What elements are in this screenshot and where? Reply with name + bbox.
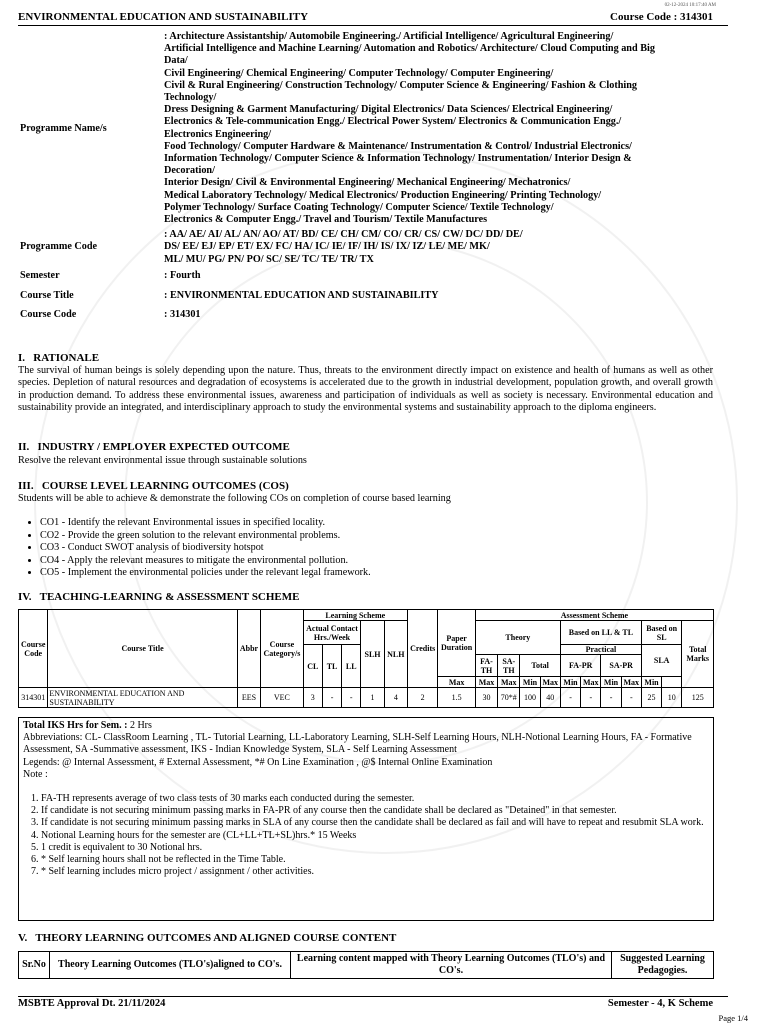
theory-outcomes-table bbox=[18, 951, 714, 979]
programme-code-line: : AA/ AE/ AI/ AL/ AN/ AO/ AT/ BD/ CE/ CH/ CM/ CO/ CR/ CS/ CW/ DC/ DD/ DE/ bbox=[164, 229, 523, 241]
th-max: Max bbox=[581, 677, 601, 688]
table-cell: 30 bbox=[475, 688, 497, 708]
th-abbr: Abbr bbox=[237, 610, 260, 688]
table-cell: EES bbox=[237, 688, 260, 708]
programme-name-line: Decoration/ bbox=[164, 165, 215, 177]
co-item: • CO3 - Conduct SWOT analysis of biodiversity hotspot bbox=[40, 542, 740, 555]
course-code-label: Course Code bbox=[20, 308, 77, 320]
industry-heading: II. INDUSTRY / EMPLOYER EXPECTED OUTCOME bbox=[18, 441, 290, 453]
th-course-title: Course Title bbox=[48, 610, 237, 688]
cos-heading: III. COURSE LEVEL LEARNING OUTCOMES (COS) bbox=[18, 480, 289, 492]
programme-code-value bbox=[162, 226, 728, 266]
th-based-on-ll-tl: Based on LL & TL bbox=[560, 621, 641, 645]
programme-code-row bbox=[18, 226, 728, 266]
th-sa-pr: SA-PR bbox=[601, 655, 642, 677]
notes-list bbox=[23, 793, 709, 878]
th-actual-contact: Actual Contact Hrs./Week bbox=[303, 621, 361, 645]
table-cell: 2 bbox=[407, 688, 437, 708]
table-row bbox=[19, 688, 714, 708]
table-cell: - bbox=[342, 688, 361, 708]
th-paper-duration: Paper Duration bbox=[438, 610, 475, 677]
course-title-row bbox=[18, 286, 728, 306]
page-number: Page 1/4 bbox=[718, 1013, 748, 1023]
table-cell: 100 bbox=[520, 688, 540, 708]
programme-name-line: Civil Engineering/ Chemical Engineering/ Computer Technology/ Computer Engineering/ bbox=[164, 67, 554, 79]
th-sr-no: Sr.No bbox=[19, 952, 50, 979]
table-cell: 4 bbox=[384, 688, 407, 708]
th-min: Min bbox=[560, 677, 580, 688]
note-label: Note : bbox=[23, 768, 48, 780]
header-course-code: Course Code : 314301 bbox=[610, 11, 713, 23]
note-item: 5. 1 credit is equivalent to 30 Notional hrs. bbox=[41, 842, 709, 854]
table-cell: - bbox=[621, 688, 641, 708]
th-pedagogies: Suggested Learning Pedagogies. bbox=[612, 952, 714, 979]
th-credits: Credits bbox=[407, 610, 437, 688]
programme-name-line: Data/ bbox=[164, 55, 188, 67]
co-item: • CO5 - Implement the environmental policies under the relevant legal framework. bbox=[40, 567, 740, 580]
cos-intro: Students will be able to achieve & demonstrate the following COs on completion of course based learning bbox=[18, 493, 451, 504]
th-cl: CL bbox=[303, 645, 322, 688]
table-cell: 70*# bbox=[498, 688, 520, 708]
programme-name-line: Information Technology/ Computer Science & Information Technology/ Instrumentation/ Interior Design & bbox=[164, 153, 632, 165]
th-slh: SLH bbox=[361, 621, 384, 688]
header-rule bbox=[18, 25, 728, 26]
th-nlh: NLH bbox=[384, 621, 407, 688]
programme-code-line: ML/ MU/ PG/ PN/ PO/ SC/ SE/ TC/ TE/ TR/ TX bbox=[164, 253, 374, 265]
programme-name-line: Artificial Intelligence and Machine Learning/ Automation and Robotics/ Architecture/ Cloud Computing and Big bbox=[164, 43, 655, 55]
table-cell: - bbox=[581, 688, 601, 708]
th-tlo: Theory Learning Outcomes (TLO's)aligned to CO's. bbox=[50, 952, 291, 979]
table-cell: 40 bbox=[540, 688, 560, 708]
programme-name-line: : Architecture Assistantship/ Automobile Engineering./ Artificial Intelligence/ Agricultural Engineering/ bbox=[164, 31, 614, 42]
print-timestamp: 02-12-2024 10:17:40 AM bbox=[664, 3, 716, 8]
course-title-label: Course Title bbox=[20, 289, 74, 301]
co-item: • CO2 - Provide the green solution to the relevant environmental problems. bbox=[40, 530, 740, 543]
table-cell: ENVIRONMENTAL EDUCATION AND SUSTAINABILITY bbox=[48, 688, 237, 708]
th-ll: LL bbox=[342, 645, 361, 688]
th-category: Course Category/s bbox=[261, 610, 304, 688]
programme-names-value bbox=[162, 31, 728, 226]
th-max: Max bbox=[540, 677, 560, 688]
programme-code-line: DS/ EE/ EJ/ EP/ ET/ EX/ FC/ HA/ IC/ IE/ IF/ IH/ IS/ IX/ IZ/ LE/ ME/ MK/ bbox=[164, 241, 490, 253]
programme-info-table bbox=[18, 31, 728, 324]
note-item: 6. * Self learning hours shall not be reflected in the Time Table. bbox=[41, 854, 709, 866]
table-cell: 1.5 bbox=[438, 688, 475, 708]
rationale-text: The survival of human beings is solely depending upon the nature. Thus, threats to the environment directly impact on existence and health of humans as well as other species. Depletion of natural resources and degradation of ecosystems is accelerated due to the growth in industrial development, population growth, and overall growth in production demand. To address these environmental issues, awareness and participation of individuals as well as society is necessary. Environmental education and sustainability provide an integrated, and interdisciplinary approach to study the environmental systems and sustainability approach to the diploma engineers. bbox=[18, 365, 713, 413]
semester-label: Semester bbox=[20, 269, 60, 281]
notes-box bbox=[18, 717, 714, 921]
table-cell: 25 bbox=[641, 688, 661, 708]
table-cell: 10 bbox=[662, 688, 682, 708]
table-cell: 125 bbox=[682, 688, 714, 708]
table-cell: 314301 bbox=[19, 688, 48, 708]
th-min: Min bbox=[641, 677, 661, 688]
programme-names-label: Programme Name/s bbox=[20, 122, 107, 134]
programme-name-line: Electronics & Computer Engg./ Travel and Tourism/ Textile Manufactures bbox=[164, 214, 488, 226]
industry-text: Resolve the relevant environmental issue through sustainable solutions bbox=[18, 455, 307, 466]
table-cell: - bbox=[601, 688, 621, 708]
th-max: Max bbox=[475, 677, 497, 688]
iks-label: Total IKS Hrs for Sem. : bbox=[23, 720, 128, 731]
th-course-code: Course Code bbox=[19, 610, 48, 688]
th-sla: SLA bbox=[641, 645, 682, 677]
scheme-heading: IV. TEACHING-LEARNING & ASSESSMENT SCHEME bbox=[18, 591, 300, 603]
iks-value: 2 Hrs bbox=[127, 720, 152, 731]
semester-value: : Fourth bbox=[164, 269, 201, 281]
th-max: Max bbox=[438, 677, 475, 688]
programme-names-lines bbox=[164, 31, 726, 226]
course-code-row bbox=[18, 306, 728, 324]
programme-name-line: Dress Designing & Garment Manufacturing/ Digital Electronics/ Data Sciences/ Electrical Engineering/ bbox=[164, 104, 613, 116]
th-max: Max bbox=[621, 677, 641, 688]
co-item: • CO4 - Apply the relevant measures to mitigate the environmental pollution. bbox=[40, 555, 740, 568]
th-total-marks: Total Marks bbox=[682, 621, 714, 688]
abbreviations-text: Abbreviations: CL- ClassRoom Learning , TL- Tutorial Learning, LL-Laboratory Learning, SLH-Self Learning Hours, NLH-Notional Learning Hours, FA - Formative Assessment, SA -Summative assessment, IKS - Indian Knowledge System, SLA - Self Learning Assessment bbox=[23, 732, 692, 756]
th-max: Max bbox=[498, 677, 520, 688]
th-sa-th: SA-TH bbox=[498, 655, 520, 677]
th-theory: Theory bbox=[475, 621, 560, 655]
note-item: 2. If candidate is not securing minimum passing marks in FA-PR of any course then the candidate shall be declared as "Detained" in that semester. bbox=[41, 805, 709, 817]
th-min: Min bbox=[601, 677, 621, 688]
legends-text: Legends: @ Internal Assessment, # External Assessment, *# On Line Examination , @$ Internal Online Examination bbox=[23, 756, 493, 768]
th-fa-th: FA-TH bbox=[475, 655, 497, 677]
footer-approval: MSBTE Approval Dt. 21/11/2024 bbox=[18, 998, 166, 1009]
th-based-on-sl: Based on SL bbox=[641, 621, 682, 645]
programme-name-line: Food Technology/ Computer Hardware & Maintenance/ Instrumentation & Control/ Industrial Electronics/ bbox=[164, 140, 632, 152]
programme-code-label: Programme Code bbox=[20, 241, 98, 253]
course-code-value: : 314301 bbox=[164, 308, 201, 320]
footer-semester: Semester - 4, K Scheme bbox=[607, 998, 713, 1009]
table-cell: 3 bbox=[303, 688, 322, 708]
cos-list bbox=[18, 517, 740, 580]
iks-hours bbox=[23, 720, 709, 732]
footer-rule bbox=[18, 996, 728, 997]
th-practical: Practical bbox=[560, 645, 641, 655]
programme-name-line: Civil & Rural Engineering/ Construction Technology/ Computer Science & Engineering/ Fashion & Clothing bbox=[164, 79, 637, 91]
table-cell: VEC bbox=[261, 688, 304, 708]
header-title: ENVIRONMENTAL EDUCATION AND SUSTAINABILITY bbox=[18, 11, 309, 23]
programme-name-line: Electronics Engineering/ bbox=[164, 128, 272, 140]
note-item: 7. * Self learning includes micro project / assignment / other activities. bbox=[41, 866, 709, 878]
semester-row bbox=[18, 266, 728, 286]
programme-code-lines bbox=[164, 229, 726, 266]
table-cell: - bbox=[322, 688, 341, 708]
programme-name-line: Interior Design/ Civil & Environmental Engineering/ Mechanical Engineering/ Mechatronics/ bbox=[164, 177, 571, 189]
table-cell: - bbox=[560, 688, 580, 708]
rationale-heading: I. RATIONALE bbox=[18, 352, 100, 364]
programme-name-line: Medical Laboratory Technology/ Medical Electronics/ Production Engineering/ Printing Technology/ bbox=[164, 189, 602, 201]
teaching-scheme-table bbox=[18, 609, 714, 708]
th-min: Min bbox=[520, 677, 540, 688]
note-item: 1. FA-TH represents average of two class tests of 30 marks each conducted during the semester. bbox=[41, 793, 709, 805]
programme-name-line: Electronics & Tele-communication Engg./ Electrical Power System/ Electronics & Communication Engg./ bbox=[164, 116, 622, 128]
th-learning-content: Learning content mapped with Theory Learning Outcomes (TLO's) and CO's. bbox=[291, 952, 612, 979]
note-item: 4. Notional Learning hours for the semester are (CL+LL+TL+SL)hrs.* 15 Weeks bbox=[41, 830, 709, 842]
table-cell: 1 bbox=[361, 688, 384, 708]
co-item: • CO1 - Identify the relevant Environmental issues in specified locality. bbox=[40, 517, 740, 530]
th-learning-scheme: Learning Scheme bbox=[303, 610, 407, 621]
th-assessment-scheme: Assessment Scheme bbox=[475, 610, 713, 621]
programme-names-row bbox=[18, 31, 728, 226]
programme-name-line: Polymer Technology/ Surface Coating Technology/ Computer Science/ Textile Technology/ bbox=[164, 201, 554, 213]
th-total: Total bbox=[520, 655, 561, 677]
th-fa-pr: FA-PR bbox=[560, 655, 601, 677]
th-tl: TL bbox=[322, 645, 341, 688]
programme-name-line: Technology/ bbox=[164, 92, 217, 104]
course-title-value: : ENVIRONMENTAL EDUCATION AND SUSTAINABILITY bbox=[164, 289, 439, 301]
theory-heading: V. THEORY LEARNING OUTCOMES AND ALIGNED COURSE CONTENT bbox=[18, 932, 397, 944]
note-item: 3. If candidate is not securing minimum passing marks in SLA of any course then the candidate shall be declared as fail and will have to repeat and resubmit SLA work. bbox=[41, 817, 709, 829]
